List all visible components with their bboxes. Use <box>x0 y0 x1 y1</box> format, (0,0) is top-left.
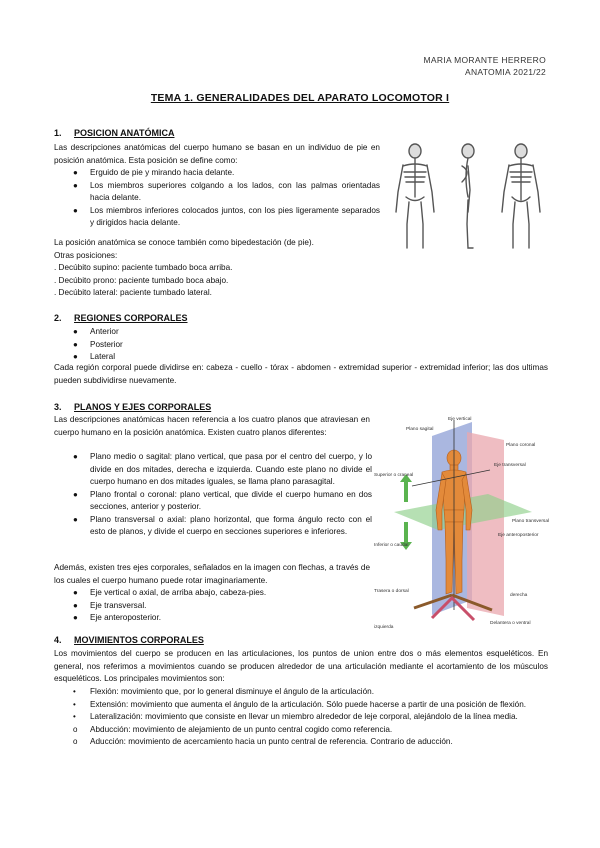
page-title: TEMA 1. GENERALIDADES DEL APARATO LOCOMOTOR I <box>150 92 450 104</box>
section-title: REGIONES CORPORALES <box>74 313 188 323</box>
list-item: • Extensión: movimiento que aumenta el ángulo de la articulación. Sólo puede hacerse a partir de una posición de flexión. <box>90 699 548 712</box>
list-item: ● Anterior <box>90 326 290 339</box>
inferior-arrow-shaft <box>404 522 408 542</box>
section-title: MOVIMIENTOS CORPORALES <box>74 635 204 645</box>
label-inferior: Inferior o caudal <box>374 543 409 548</box>
section-3-heading <box>54 402 211 412</box>
label-vertical-axis: Eje vertical <box>448 417 472 422</box>
skeleton-front <box>396 144 434 248</box>
bullet-icon: ● <box>73 352 78 361</box>
list-item: ● Posterior <box>90 339 290 352</box>
label-superior: Superior o craneal <box>374 473 414 478</box>
section-2-heading <box>54 313 188 323</box>
bullet-icon: ● <box>73 180 78 190</box>
list-item: ● Eje anteroposterior. <box>90 612 370 625</box>
section-3-planes <box>73 451 372 539</box>
section-1-intro: Las descripciones anatómicas del cuerpo humano se basan en un individuo de pie en posición anatómica. Esta posición se define como: <box>54 143 380 165</box>
bullet-icon: ● <box>73 339 78 349</box>
section-2-bullets <box>73 326 290 364</box>
list-item: o Abducción: movimiento de alejamiento de un punto central cogido como referencia. <box>90 724 548 737</box>
bullet-icon: ● <box>73 613 78 622</box>
list-item: ● Plano transversal o axial: plano horizontal, que forma ángulo recto con el esto de planos, y divide el cuerpo en secciones superiores e inferiores. <box>73 514 372 536</box>
list-item: . Decúbito prono: paciente tumbado boca abajo. <box>54 275 229 285</box>
list-item: ● Plano frontal o coronal: plano vertical, que divide el cuerpo humano en dos secciones, anterior y posterior. <box>73 489 372 511</box>
bullet-icon: ● <box>73 205 78 215</box>
list-item: • Flexión: movimiento que, por lo general disminuye el ángulo de la articulación. <box>90 686 548 699</box>
circle-bullet-icon: o <box>73 724 78 734</box>
list-item: ● Eje vertical o axial, de arriba abajo, cabeza-pies. <box>90 587 370 600</box>
section-4-heading <box>54 635 204 645</box>
list-item: ● Eje transversal. <box>90 600 370 613</box>
label-coronal-plane: Plano coronal <box>506 443 536 448</box>
list-item: ● Los miembros inferiores colocados juntos, con los pies ligeramente separados y dirigidos hacia delante. <box>73 205 380 227</box>
label-transverse-plane: Plano transversal <box>512 519 550 524</box>
bullet-icon: • <box>73 699 76 709</box>
circle-bullet-icon: o <box>73 737 78 746</box>
bullet-icon: ● <box>73 588 78 597</box>
skeleton-side <box>462 144 474 248</box>
list-item: . Decúbito lateral: paciente tumbado lateral. <box>54 288 212 297</box>
body-planes-figure <box>372 410 552 632</box>
list-item: • Lateralización: movimiento que consiste en llevar un miembro alrededor de leje corporal, alejándolo de la línea media. <box>90 711 548 724</box>
section-number: 1. <box>54 128 62 138</box>
section-2-text: Cada región corporal puede dividirse en: cabeza - cuello - tórax - abdomen - extremidad superior - extremidad inferior; las dos ultimas pueden subdividirse nuevamente. <box>54 363 548 385</box>
coronal-plane <box>467 432 504 616</box>
label-left: izquierda <box>374 625 394 630</box>
label-ventral: Delantera o ventral <box>490 621 531 626</box>
section-1-bullets <box>73 167 380 230</box>
bullet-icon: • <box>73 687 76 696</box>
list-item: ● Erguido de pie y mirando hacia delante. <box>90 167 380 180</box>
bullet-icon: ● <box>73 600 78 610</box>
skeleton-figure <box>388 142 550 254</box>
label-transverse-axis: Eje transversal <box>494 463 526 468</box>
bullet-icon: ● <box>73 327 78 336</box>
label-sagittal-plane: Plano sagital <box>406 427 434 432</box>
page-header <box>424 54 546 78</box>
list-item: ● Lateral <box>90 351 290 364</box>
list-item: o Aducción: movimiento de acercamiento hacia un punto central de referencia. Contrario de aducción. <box>90 736 548 749</box>
section-3-intro: Las descripciones anatómicas hacen referencia a los cuatro planos que atraviesan en cuerpo humano en la posición anatómica. Existen cuatro planos diferentes: <box>54 415 370 437</box>
section-number: 4. <box>54 635 62 645</box>
list-item: ● Plano medio o sagital: plano vertical, que pasa por el centro del cuerpo, y lo divide en dos mitades, derecha e izquierda. Cuando este plano no divide el cuerpo humano en dos mitades iguales, se llama plano parasagital. <box>73 452 372 486</box>
bullet-icon: • <box>73 712 76 721</box>
bullet-icon: ● <box>73 514 78 524</box>
section-4-intro: Los movimientos del cuerpo se producen en las articulaciones, los puntos de union entre dos o más elementos esqueléticos. En general, nos referimos a movimientos cuando se producen alrededor de una articulación mediante el acortamiento de los músculos esqueléticos. Los principales movimientos son: <box>54 649 548 683</box>
section-title: PLANOS Y EJES CORPORALES <box>74 402 212 412</box>
superior-arrow-shaft <box>404 482 408 502</box>
skeleton-back <box>502 144 540 248</box>
label-dorsal: Trasera o dorsal <box>374 589 409 594</box>
list-item: . Decúbito supino: paciente tumbado boca arriba. <box>54 263 233 272</box>
section-3-after: Además, existen tres ejes corporales, señalados en la imagen con flechas, a través de los cuales el cuerpo humano puede rotar imaginariamente. <box>54 563 370 585</box>
label-ap-axis: Eje anteroposterior <box>498 533 539 538</box>
section-1-heading <box>54 128 175 138</box>
section-4-bullets <box>73 686 548 749</box>
section-number: 3. <box>54 402 62 412</box>
bullet-icon: ● <box>73 489 78 499</box>
bullet-icon: ● <box>73 452 78 461</box>
author-name: MARIA MORANTE HERRERO <box>423 55 546 65</box>
section-number: 2. <box>54 313 62 323</box>
section-title: POSICION ANATÓMICA <box>74 128 175 138</box>
section-1-after: La posición anatómica se conoce también como bipedestación (de pie). Otras posiciones: . Decúbito supino: paciente tumbado boca arriba. . Decúbito prono: paciente tumbado boca abajo. . Decúbito lateral: paciente tumbado lateral. <box>54 237 414 300</box>
label-right: derecha <box>510 593 528 598</box>
course-label: ANATOMIA 2021/22 <box>464 67 546 77</box>
list-item: ● Los miembros superiores colgando a los lados, con las palmas orientadas hacia delante. <box>73 180 380 202</box>
section-3-axes <box>73 587 370 625</box>
bullet-icon: ● <box>73 168 78 177</box>
